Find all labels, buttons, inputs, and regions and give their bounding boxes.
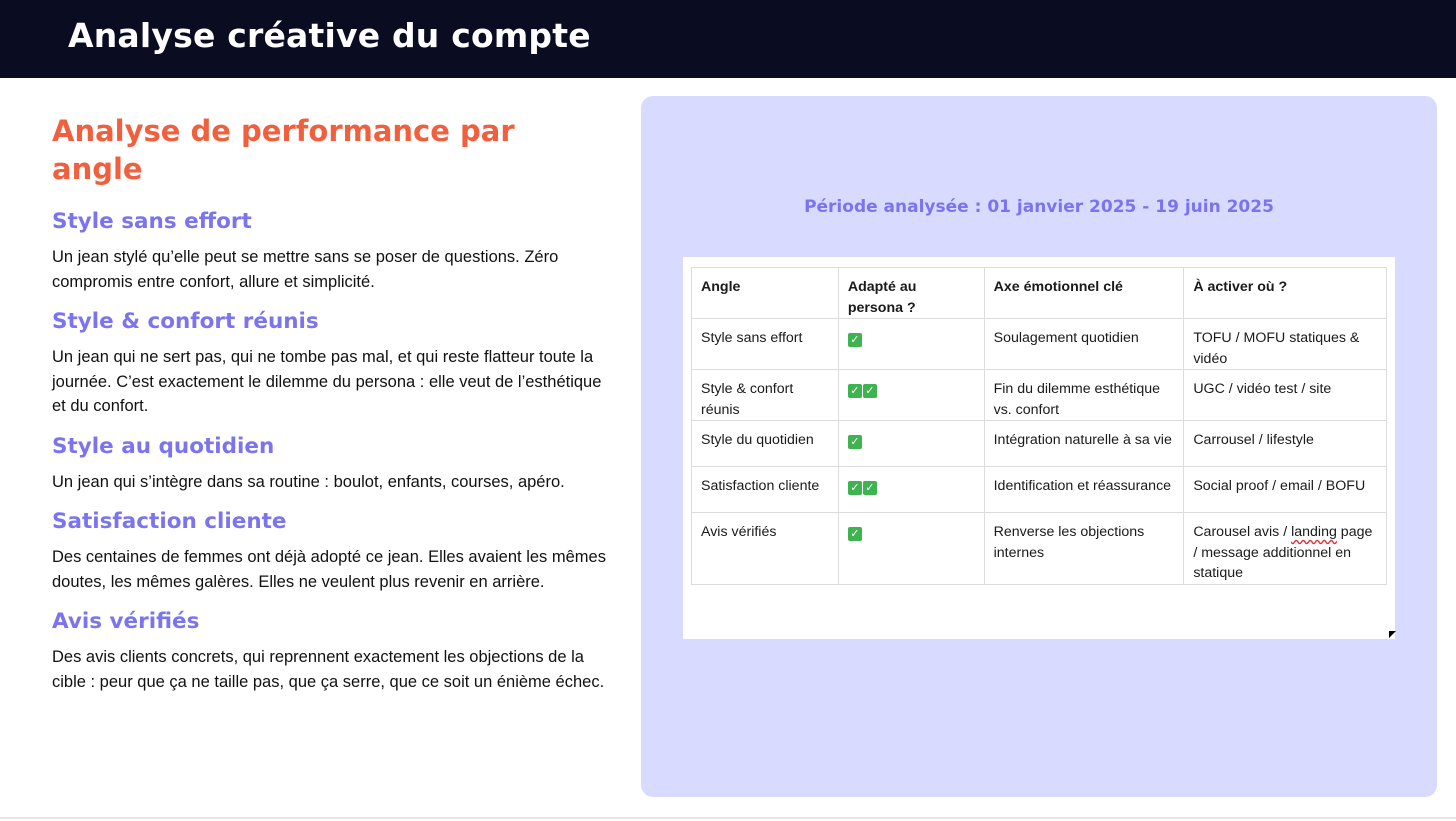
cell-axe: Soulagement quotidien	[984, 319, 1184, 370]
angle-text-avis: Des avis clients concrets, qui reprennent exactement les objections de la cible : peur que ça ne taille pas, que ça serre, que ce soit un énième échec.	[52, 648, 605, 691]
angle-text-style-confort: Un jean qui ne sert pas, qui ne tombe pas mal, et qui reste flatteur toute la journée. C’est exactement le dilemme du persona : elle veut de l’esthétique et du confort.	[52, 348, 602, 415]
angle-title-style-quotidien: Style au quotidien	[52, 433, 275, 459]
cell-angle: Style du quotidien	[692, 421, 839, 467]
cell-persona-fit	[838, 421, 984, 467]
angle-title-satisfaction: Satisfaction cliente	[52, 509, 287, 534]
cell-persona-fit	[838, 319, 984, 370]
cell-angle: Satisfaction cliente	[692, 467, 839, 513]
check-mark-icon: ✓	[848, 435, 862, 449]
angle-text-style-sans-effort: Un jean stylé qu’elle peut se mettre sans se poser de questions. Zéro compromis entre confort, allure et simplicité.	[52, 248, 559, 291]
page-header	[0, 0, 1456, 78]
cell-axe: Identification et réassurance	[984, 467, 1184, 513]
cell-where: Carrousel / lifestyle	[1184, 421, 1387, 467]
table-row	[692, 513, 1387, 585]
analysis-period: Période analysée : 01 janvier 2025 - 19 juin 2025	[804, 197, 1274, 217]
check-mark-icon: ✓	[848, 333, 862, 347]
angle-text-style-quotidien: Un jean qui s’intègre dans sa routine : boulot, enfants, courses, apéro.	[52, 472, 565, 491]
analysis-panel	[641, 96, 1437, 797]
cell-axe: Intégration naturelle à sa vie	[984, 421, 1184, 467]
check-mark-icon: ✓	[848, 384, 862, 398]
cell-persona-fit	[838, 513, 984, 585]
angles-table	[691, 267, 1387, 585]
column-header-where: À activer où ?	[1184, 268, 1387, 319]
cell-where-suffix: page / message additionnel en statique	[1193, 524, 1373, 581]
spellcheck-word: landing	[1291, 524, 1337, 540]
table-row	[692, 467, 1387, 513]
table-header-row	[692, 268, 1387, 319]
cell-where	[1184, 513, 1387, 585]
cell-where: Social proof / email / BOFU	[1184, 467, 1387, 513]
section-heading: Analyse de performance par angle	[52, 114, 515, 186]
table-card	[683, 257, 1395, 639]
cell-angle: Style sans effort	[692, 319, 839, 370]
table-row	[692, 370, 1387, 421]
cell-where: UGC / vidéo test / site	[1184, 370, 1387, 421]
column-header-axe: Axe émotionnel clé	[984, 268, 1184, 319]
cell-axe: Fin du dilemme esthétique vs. confort	[984, 370, 1184, 421]
cell-angle: Style & confort réunis	[692, 370, 839, 421]
cell-angle: Avis vérifiés	[692, 513, 839, 585]
cell-persona-fit	[838, 370, 984, 421]
check-mark-icon: ✓	[848, 481, 862, 495]
cell-where: TOFU / MOFU statiques & vidéo	[1184, 319, 1387, 370]
resize-cursor-icon	[1389, 631, 1396, 638]
table-row	[692, 319, 1387, 370]
cell-where-prefix: Carousel avis /	[1193, 524, 1292, 540]
angle-title-style-confort: Style & confort réunis	[52, 309, 319, 334]
check-mark-icon: ✓	[848, 527, 862, 541]
table-row	[692, 421, 1387, 467]
check-mark-icon: ✓	[863, 384, 877, 398]
bottom-divider	[0, 817, 1456, 819]
cell-persona-fit	[838, 467, 984, 513]
page-title: Analyse créative du compte	[68, 16, 591, 55]
cell-axe: Renverse les objections internes	[984, 513, 1184, 585]
angle-text-satisfaction: Des centaines de femmes ont déjà adopté ce jean. Elles avaient les mêmes doutes, les mêmes galères. Elles ne veulent plus revenir en arrière.	[52, 548, 606, 591]
angle-title-style-sans-effort: Style sans effort	[52, 209, 252, 234]
check-mark-icon: ✓	[863, 481, 877, 495]
column-header-angle: Angle	[692, 268, 839, 319]
column-header-persona: Adapté au persona ?	[838, 268, 984, 319]
angle-title-avis: Avis vérifiés	[52, 609, 200, 634]
angles-description	[52, 112, 612, 708]
